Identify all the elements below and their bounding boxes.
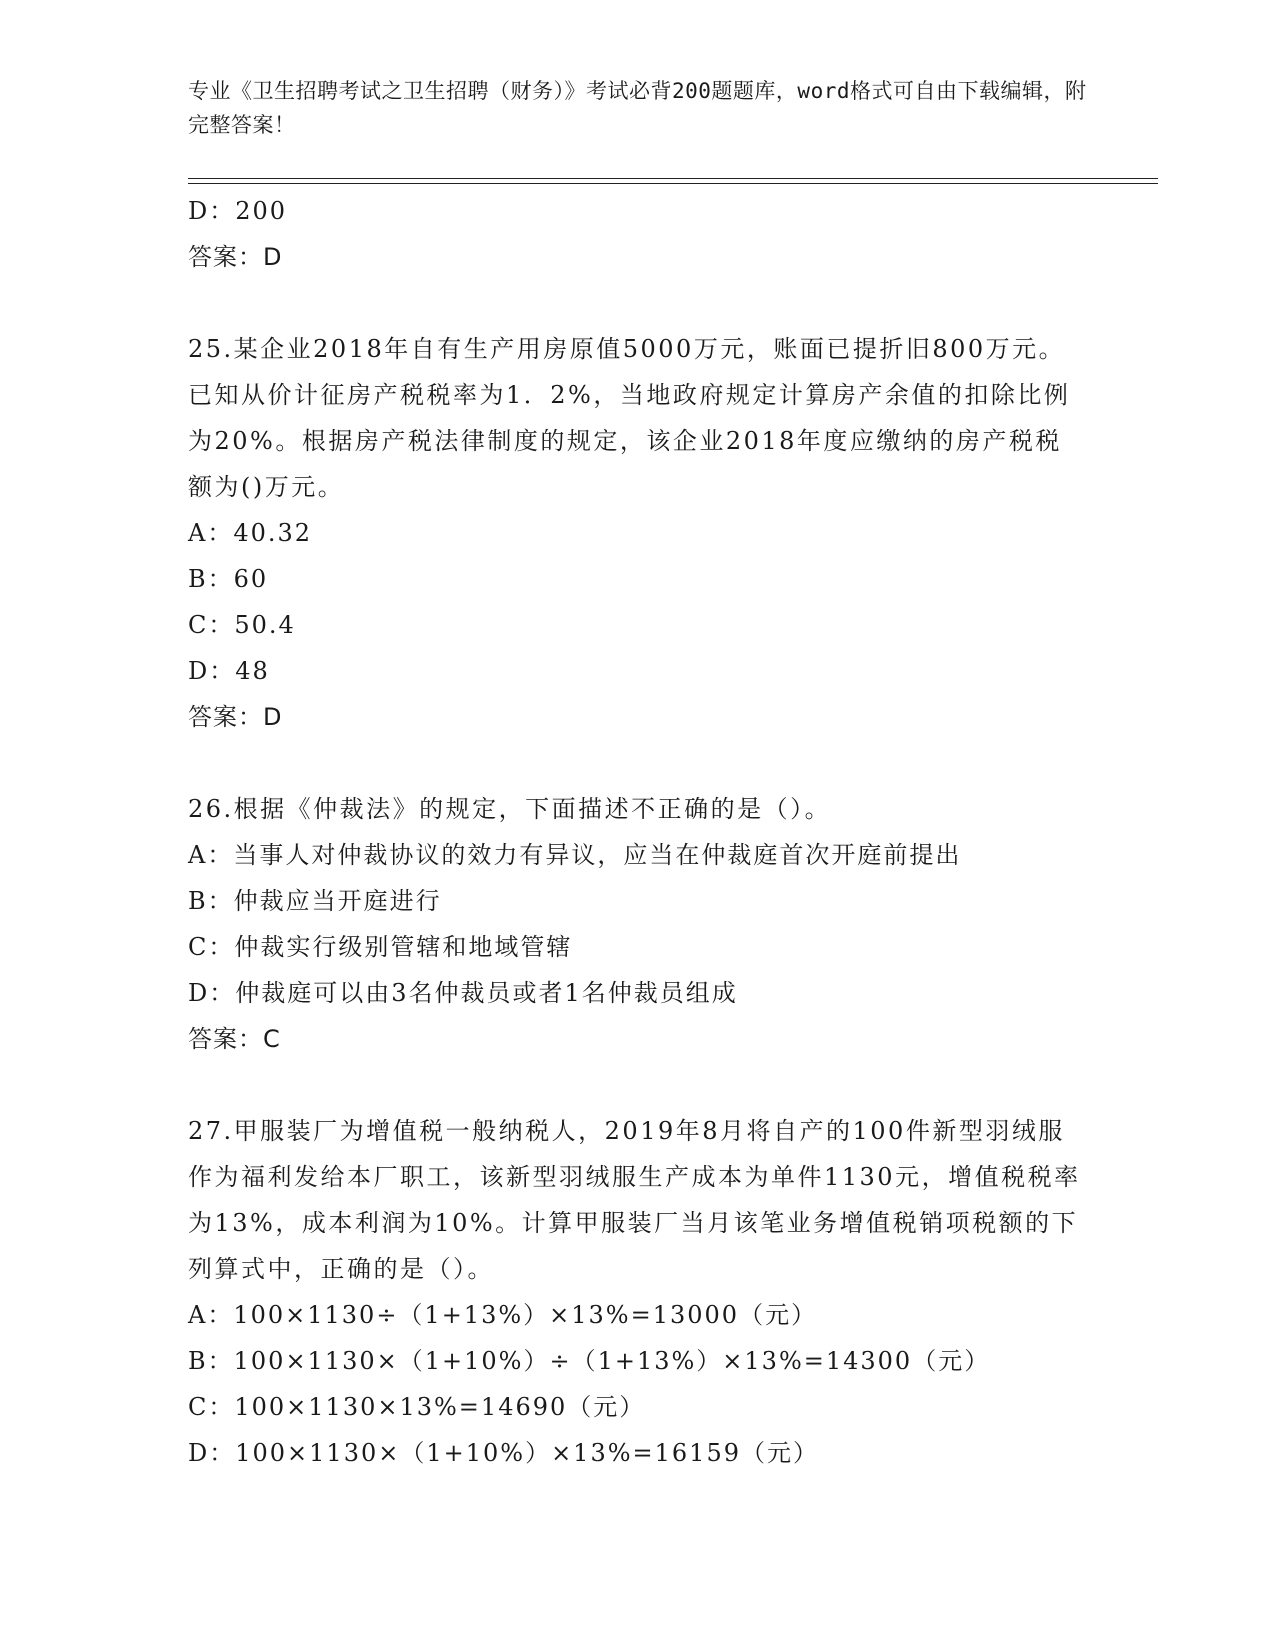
document-body [188, 188, 1088, 1476]
question-27-option-d: D：100×1130×（1+10%）×13%=16159（元） [188, 1439, 819, 1467]
question-25-option-b: B：60 [188, 565, 269, 593]
question-25-option-c: C：50.4 [188, 611, 296, 639]
question-26-answer: 答案：C [188, 1025, 281, 1053]
question-25-answer: 答案：D [188, 703, 283, 731]
question-26-option-b: B：仲裁应当开庭进行 [188, 887, 442, 915]
header-divider-bottom [188, 183, 1158, 184]
carry-over-answer: 答案：D [188, 243, 283, 271]
document-header: 专业《卫生招聘考试之卫生招聘（财务）》考试必背200题题库，word格式可自由下载编辑，附完整答案！ [188, 79, 1087, 137]
question-25-option-d: D：48 [188, 657, 270, 685]
spacer [188, 280, 1088, 326]
question-27-option-c: C：100×1130×13%=14690（元） [188, 1393, 646, 1421]
question-27-option-b: B：100×1130×（1+10%）÷（1+13%）×13%=14300（元） [188, 1347, 991, 1375]
question-25-option-a: A：40.32 [188, 519, 313, 547]
question-26-option-d: D：仲裁庭可以由3名仲裁员或者1名仲裁员组成 [188, 979, 738, 1007]
spacer [188, 740, 1088, 786]
spacer [188, 1062, 1088, 1108]
question-27-option-a: A：100×1130÷（1+13%）×13%=13000（元） [188, 1301, 818, 1329]
header-divider-top [188, 178, 1158, 179]
question-26-option-a: A：当事人对仲裁协议的效力有异议，应当在仲裁庭首次开庭前提出 [188, 841, 962, 869]
carry-over-option-d: D：200 [188, 197, 288, 225]
question-26-text: 26.根据《仲裁法》的规定，下面描述不正确的是（）。 [188, 795, 832, 823]
question-27-text: 27.甲服装厂为增值税一般纳税人，2019年8月将自产的100件新型羽绒服作为福利发给本厂职工，该新型羽绒服生产成本为单件1130元，增值税税率为13%，成本利润为10%。计算甲服装厂当月该笔业务增值税销项税额的下列算式中，正确的是（）。 [188, 1117, 1081, 1283]
question-26-option-c: C：仲裁实行级别管辖和地域管辖 [188, 933, 573, 961]
question-25-text: 25.某企业2018年自有生产用房原值5000万元，账面已提折旧800万元。已知从价计征房产税税率为1．2%，当地政府规定计算房产余值的扣除比例为20%。根据房产税法律制度的规定，该企业2018年度应缴纳的房产税税额为()万元。 [188, 335, 1071, 501]
